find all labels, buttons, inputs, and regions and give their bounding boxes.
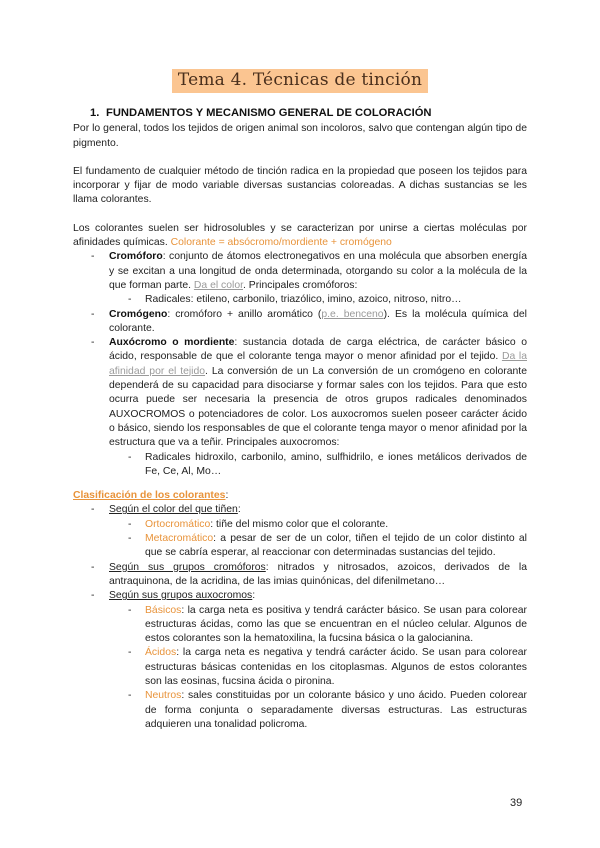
section-number: 1. xyxy=(90,107,100,119)
term-acidos: Ácidos xyxy=(145,647,177,659)
note-cromoforo: Da el color xyxy=(193,279,243,291)
page-number: 39 xyxy=(510,797,523,809)
sub-item-ortocromatico: - Ortocromático: tiñe del mismo color que el colorante. xyxy=(109,518,527,532)
paragraph-intro: Por lo general, todos los tejidos de origen animal son incoloros, salvo que contengan algún tipo de pigmento. xyxy=(73,123,527,149)
sub-item-cromoforos: - Radicales: etileno, carbonilo, triazólico, imino, azoico, nitroso, nitro… xyxy=(109,293,527,307)
label-by-auxochrome: Según sus grupos auxocromos xyxy=(109,590,253,602)
term-basicos: Básicos xyxy=(145,604,182,616)
list-item-auxocromo: - Auxócromo o mordiente: sustancia dotada de carga eléctrica, de carácter básico o ácido, responsable de que el colorante tenga mayor o menor afinidad por el tejido. Da la afinidad por el tejido. La conversión de un La conversión de un cromógeno en colorante dependerá de su capacidad para disociarse y formar sales con los tejidos. Para que esto ocurra puede ser necesaria la presencia de otros grupos radicales denominados AUXOCROMOS o potenciadores de color. Los auxocromos suelen poseer carácter ácido o básico, siendo los responsables de que el colorante tenga mayor o menor afinidad por la estructura que va a teñir. Principales auxocromos: - Radicales hidroxilo, carbonilo, amino, sulfhidrilo, e iones metálicos derivados de Fe, Ce, Al, Mo… xyxy=(73,336,527,479)
components-list xyxy=(73,250,527,479)
section-heading-text: FUNDAMENTOS Y MECANISMO GENERAL DE COLORACIÓN xyxy=(106,107,432,119)
sub-item-auxocromos: - Radicales hidroxilo, carbonilo, amino, sulfhidrilo, e iones metálicos derivados de Fe, Ce, Al, Mo… xyxy=(109,451,527,480)
paragraph-colorantes xyxy=(73,222,527,251)
list-item-by-auxochrome: - Según sus grupos auxocromos: - Básicos: la carga neta es positiva y tendrá carácter básico. Se usan para colorear estructuras ácidas, como las que se encuentran en el núcleo celular. Algunos de estos colorantes son la hematoxilina, la fucsina básica o la galocianina. - Ácidos: la carga neta es negativa y tendrá carácter ácido. Se usan para colorear estructuras básicas contenidas en los citoplasmas. Algunos de estos colorantes son las eosinas, fucsina ácida o pironina. - Neutros: sales constituidas por un colorante básico y uno ácido. Pueden colorear de forma conjunta o separadamente diversas estructuras. Las estructuras adquieren una tonalidad policroma. xyxy=(73,589,527,732)
sub-item-basicos: - Básicos: la carga neta es positiva y tendrá carácter básico. Se usan para colorear estructuras ácidas, como las que se encuentran en el núcleo celular. Algunos de estos colorantes son la hematoxilina, la fucsina básica o la galocianina. xyxy=(109,604,527,647)
document-body xyxy=(73,106,527,732)
sub-item-neutros: - Neutros: sales constituidas por un colorante básico y uno ácido. Pueden colorear de forma conjunta o separadamente diversas estructuras. Las estructuras adquieren una tonalidad policroma. xyxy=(109,689,527,732)
term-cromoforo: Cromóforo xyxy=(109,251,163,263)
label-by-chromophore: Según sus grupos cromóforos xyxy=(109,561,266,573)
note-auxocromo: Da la afinidad por el tejido xyxy=(109,351,527,377)
page-title xyxy=(0,70,600,90)
term-ortocromatico: Ortocromático xyxy=(145,518,211,530)
list-item-by-chromophore: - Según sus grupos cromóforos: nitrados y nitrosados, azoicos, derivados de la antraquinona, de la acridina, de las imias quinónicas, del difenilmetano… xyxy=(73,561,527,590)
note-cromogeno: p.e. benceno xyxy=(321,308,384,320)
list-item-cromoforo: - Cromóforo: conjunto de átomos electronegativos en una molécula que absorben energía y se excitan a una longitud de onda determinada, otorgando su color a la molécula de la que forman parte. Da el color. Principales cromóforos: - Radicales: etileno, carbonilo, triazólico, imino, azoico, nitroso, nitro… xyxy=(73,250,527,307)
list-item-cromogeno: - Cromógeno: cromóforo + anillo aromático (p.e. benceno). Es la molécula química del colorante. xyxy=(73,308,527,337)
paragraph-colorantes-text: Los colorantes suelen ser hidrosolubles y se caracterizan por unirse a ciertas moléculas por afinidades químicas. xyxy=(73,222,527,249)
term-neutros: Neutros xyxy=(145,690,182,702)
section-heading xyxy=(90,106,527,120)
term-metacromatico: Metacromático xyxy=(145,533,214,545)
list-item-by-color: - Según el color del que tiñen: - Ortocromático: tiñe del mismo color que el colorante. - Metacromático: a pesar de ser de un color, tiñen el tejido de un color distinto al que se cabría esperar, al reaccionar con determinadas sustancias del tejido. xyxy=(73,503,527,560)
sub-item-metacromatico: - Metacromático: a pesar de ser de un color, tiñen el tejido de un color distinto al que se cabría esperar, al reaccionar con determinadas sustancias del tejido. xyxy=(109,532,527,561)
label-by-color: Según el color del que tiñen xyxy=(109,504,238,516)
classification-heading-text: Clasificación de los colorantes xyxy=(73,490,226,502)
term-cromogeno: Cromógeno xyxy=(109,308,168,320)
classification-heading: Clasificación de los colorantes: xyxy=(73,490,229,502)
term-auxocromo: Auxócromo o mordiente xyxy=(109,337,235,349)
paragraph-fundamento: El fundamento de cualquier método de tinción radica en la propiedad que poseen los tejidos para incorporar y fijar de modo variable diversas sustancias coloreadas. A dichas sustancias se les llama colorantes. xyxy=(73,165,527,206)
colorante-formula: Colorante = absócromo/mordiente + cromógeno xyxy=(170,237,392,249)
classification-list xyxy=(73,503,527,732)
page-title-text: Tema 4. Técnicas de tinción xyxy=(172,69,428,93)
sub-item-acidos: - Ácidos: la carga neta es negativa y tendrá carácter ácido. Se usan para colorear estructuras básicas contenidas en los citoplasmas. Algunos de estos colorantes son las eosinas, fucsina ácida o pironina. xyxy=(109,646,527,689)
